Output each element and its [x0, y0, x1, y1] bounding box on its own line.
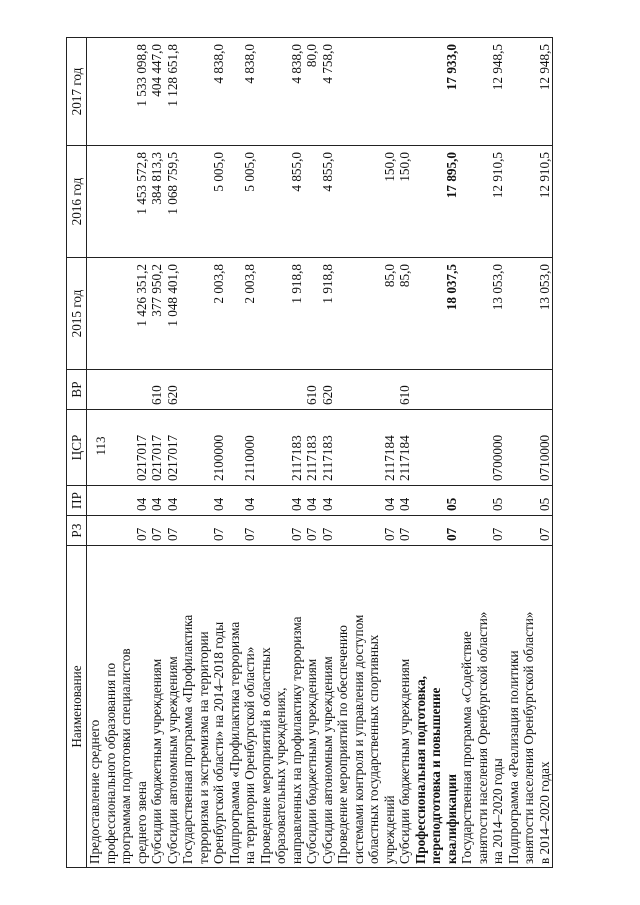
cell-2016: 5 005,0 [180, 146, 227, 258]
cell-rz: 07 [335, 516, 397, 546]
cell-vr: 610 [149, 370, 165, 410]
cell-name-line: учреждений [381, 795, 397, 864]
cell-2015: 18 037,5 [413, 258, 460, 370]
cell-2016: 1 453 572,8 [87, 146, 150, 258]
cell-2017 [397, 38, 413, 146]
cell-2015: 377 950,2 [149, 258, 165, 370]
cell-rz: 07 [87, 516, 150, 546]
cell-csr: 2117183 [320, 410, 336, 486]
cell-name [87, 546, 150, 868]
cell-pr: 05 [506, 486, 553, 516]
cell-pr: 04 [397, 486, 413, 516]
cell-name-line: направленных на профилактику терроризма [288, 616, 304, 864]
cell-name-line: в 2014–2020 годах [536, 761, 552, 864]
table-row [149, 38, 165, 868]
cell-vr: 620 [165, 370, 181, 410]
header-2017: 2017 год [67, 38, 87, 146]
cell-name-line: занятости населения Оренбургской области» [474, 611, 490, 864]
cell-name-line: Субсидии автономным учреждениям [164, 656, 180, 864]
cell-2017: 1 533 098,8 [87, 38, 150, 146]
cell-name [227, 546, 258, 868]
table-row [180, 38, 227, 868]
cell-csr: 2117184 [335, 410, 397, 486]
table-row [320, 38, 336, 868]
cell-vr: 610 [397, 370, 413, 410]
cell-2016: 384 813,3 [149, 146, 165, 258]
cell-csr: 2117183 [304, 410, 320, 486]
cell-name-line: Субсидии бюджетным учреждениям [397, 658, 412, 864]
cell-csr: 0217017 [149, 410, 165, 486]
cell-name-line: на 2014–2020 годы [490, 758, 505, 864]
cell-rz: 07 [227, 516, 258, 546]
cell-name [304, 546, 320, 868]
cell-vr [506, 370, 553, 410]
cell-2017: 1 128 651,8 [165, 38, 181, 146]
cell-2017: 12 948,5 [506, 38, 553, 146]
header-2016: 2016 год [67, 146, 87, 258]
table-row [506, 38, 553, 868]
cell-name [180, 546, 227, 868]
cell-rz: 07 [304, 516, 320, 546]
cell-csr: 2100000 [180, 410, 227, 486]
cell-name-line: Субсидии бюджетным учреждениям [304, 658, 319, 864]
cell-2017: 4 838,0 [180, 38, 227, 146]
cell-name-line: Государственная программа «Содействие [459, 631, 474, 864]
cell-rz: 07 [413, 516, 460, 546]
cell-name-line: Профессиональная подготовка, [412, 675, 428, 864]
cell-rz: 07 [258, 516, 305, 546]
cell-2017 [335, 38, 397, 146]
cell-csr: 0217017 [165, 410, 181, 486]
cell-2017: 12 948,5 [459, 38, 506, 146]
cell-2016: 12 910,5 [506, 146, 553, 258]
cell-name-line: квалификации [443, 774, 459, 864]
cell-2015: 1 918,8 [320, 258, 336, 370]
cell-pr: 04 [227, 486, 258, 516]
cell-pr: 04 [180, 486, 227, 516]
cell-name-line: системами контроля и управления доступом [350, 614, 366, 864]
cell-2015: 1 426 351,2 [87, 258, 150, 370]
table-row [87, 38, 150, 868]
header-pr: ПР [67, 486, 87, 516]
cell-name-line: занятости населения Оренбургской области» [521, 611, 536, 864]
cell-pr: 04 [87, 486, 150, 516]
cell-csr: 0217017 [87, 410, 150, 486]
cell-2017: 4 758,0 [320, 38, 336, 146]
cell-pr: 04 [149, 486, 165, 516]
cell-rz: 07 [180, 516, 227, 546]
cell-2015: 1 048 401,0 [165, 258, 181, 370]
cell-pr: 05 [459, 486, 506, 516]
cell-name-line: программам подготовки специалистов [118, 648, 133, 864]
cell-name [258, 546, 305, 868]
cell-2015 [304, 258, 320, 370]
cell-name-line: профессионального образования по [102, 662, 118, 864]
cell-csr: 2117183 [258, 410, 305, 486]
cell-name [335, 546, 397, 868]
cell-vr [180, 370, 227, 410]
cell-name-line: Проведение мероприятий в областных [257, 647, 273, 864]
cell-rz: 07 [149, 516, 165, 546]
cell-name-line: областных государственных спортивных [366, 634, 381, 864]
cell-name-line: образовательных учреждениях, [273, 687, 288, 864]
header-csr: ЦСР [67, 410, 87, 486]
header-name: Наименование [67, 546, 87, 868]
cell-name-line: Оренбургской области» на 2014–2018 годы [211, 621, 226, 864]
cell-2015: 13 053,0 [506, 258, 553, 370]
cell-csr [413, 410, 460, 486]
cell-name-line: Предоставление среднего [87, 719, 102, 864]
cell-2016: 150,0 [335, 146, 397, 258]
cell-name-line: Субсидии бюджетным учреждениям [149, 658, 164, 864]
cell-vr [258, 370, 305, 410]
cell-pr: 05 [413, 486, 460, 516]
cell-rz: 07 [165, 516, 181, 546]
cell-2016: 17 895,0 [413, 146, 460, 258]
table-row [165, 38, 181, 868]
cell-name-line: Подпрограмма «Реализация политики [505, 650, 521, 864]
cell-csr: 0700000 [459, 410, 506, 486]
cell-name [459, 546, 506, 868]
cell-2017: 17 933,0 [413, 38, 460, 146]
cell-csr: 2117184 [397, 410, 413, 486]
cell-2016: 4 855,0 [320, 146, 336, 258]
table-body [87, 38, 553, 868]
table-row [258, 38, 305, 868]
cell-pr: 04 [165, 486, 181, 516]
cell-2017: 4 838,0 [227, 38, 258, 146]
cell-pr: 04 [304, 486, 320, 516]
table-row [397, 38, 413, 868]
cell-name-line: Подпрограмма «Профилактика терроризма [226, 621, 242, 864]
cell-vr [413, 370, 460, 410]
cell-name [506, 546, 553, 868]
cell-vr [87, 370, 150, 410]
table-row [413, 38, 460, 868]
cell-csr: 2110000 [227, 410, 258, 486]
cell-csr: 0710000 [506, 410, 553, 486]
cell-name-line: Государственная программа «Профилактика [180, 614, 195, 864]
header-2015: 2015 год [67, 258, 87, 370]
header-rz: РЗ [67, 516, 87, 546]
cell-vr [227, 370, 258, 410]
cell-2016: 5 005,0 [227, 146, 258, 258]
cell-name-line: переподготовка и повышение [428, 687, 443, 864]
table-row [335, 38, 397, 868]
cell-name [413, 546, 460, 868]
cell-pr: 04 [320, 486, 336, 516]
cell-name [149, 546, 165, 868]
table-row [304, 38, 320, 868]
cell-2016: 150,0 [397, 146, 413, 258]
cell-2015: 13 053,0 [459, 258, 506, 370]
cell-pr: 04 [258, 486, 305, 516]
cell-name [165, 546, 181, 868]
cell-2016: 4 855,0 [258, 146, 305, 258]
rotated-table-container [66, 38, 596, 868]
cell-name-line: на территории Оренбургской области» [242, 646, 257, 864]
cell-2015: 2 003,8 [180, 258, 227, 370]
header-vr: ВР [67, 370, 87, 410]
cell-2015: 1 918,8 [258, 258, 305, 370]
cell-2016: 1 068 759,5 [165, 146, 181, 258]
cell-name-line: Субсидии автономным учреждениям [319, 656, 335, 864]
budget-table [66, 37, 553, 868]
cell-name-line: терроризма и экстремизма на территории [195, 631, 211, 864]
table-row [459, 38, 506, 868]
cell-name [320, 546, 336, 868]
cell-rz: 07 [459, 516, 506, 546]
cell-2015: 85,0 [397, 258, 413, 370]
cell-2015: 2 003,8 [227, 258, 258, 370]
cell-2017: 80,0 [304, 38, 320, 146]
cell-rz: 07 [506, 516, 553, 546]
table-header-row [67, 38, 87, 868]
cell-rz: 07 [320, 516, 336, 546]
cell-2016 [304, 146, 320, 258]
cell-pr: 04 [335, 486, 397, 516]
cell-2017: 404 447,0 [149, 38, 165, 146]
cell-vr: 610 [304, 370, 320, 410]
cell-vr: 620 [320, 370, 336, 410]
page-number: 113 [93, 436, 108, 456]
cell-name [397, 546, 413, 868]
table-row [227, 38, 258, 868]
cell-vr [459, 370, 506, 410]
cell-2016: 12 910,5 [459, 146, 506, 258]
cell-2015: 85,0 [335, 258, 397, 370]
cell-name-line: среднего звена [133, 781, 149, 864]
cell-name-line: Проведение мероприятий по обеспечению [335, 625, 350, 864]
cell-rz: 07 [397, 516, 413, 546]
cell-vr [335, 370, 397, 410]
cell-2017: 4 838,0 [258, 38, 305, 146]
